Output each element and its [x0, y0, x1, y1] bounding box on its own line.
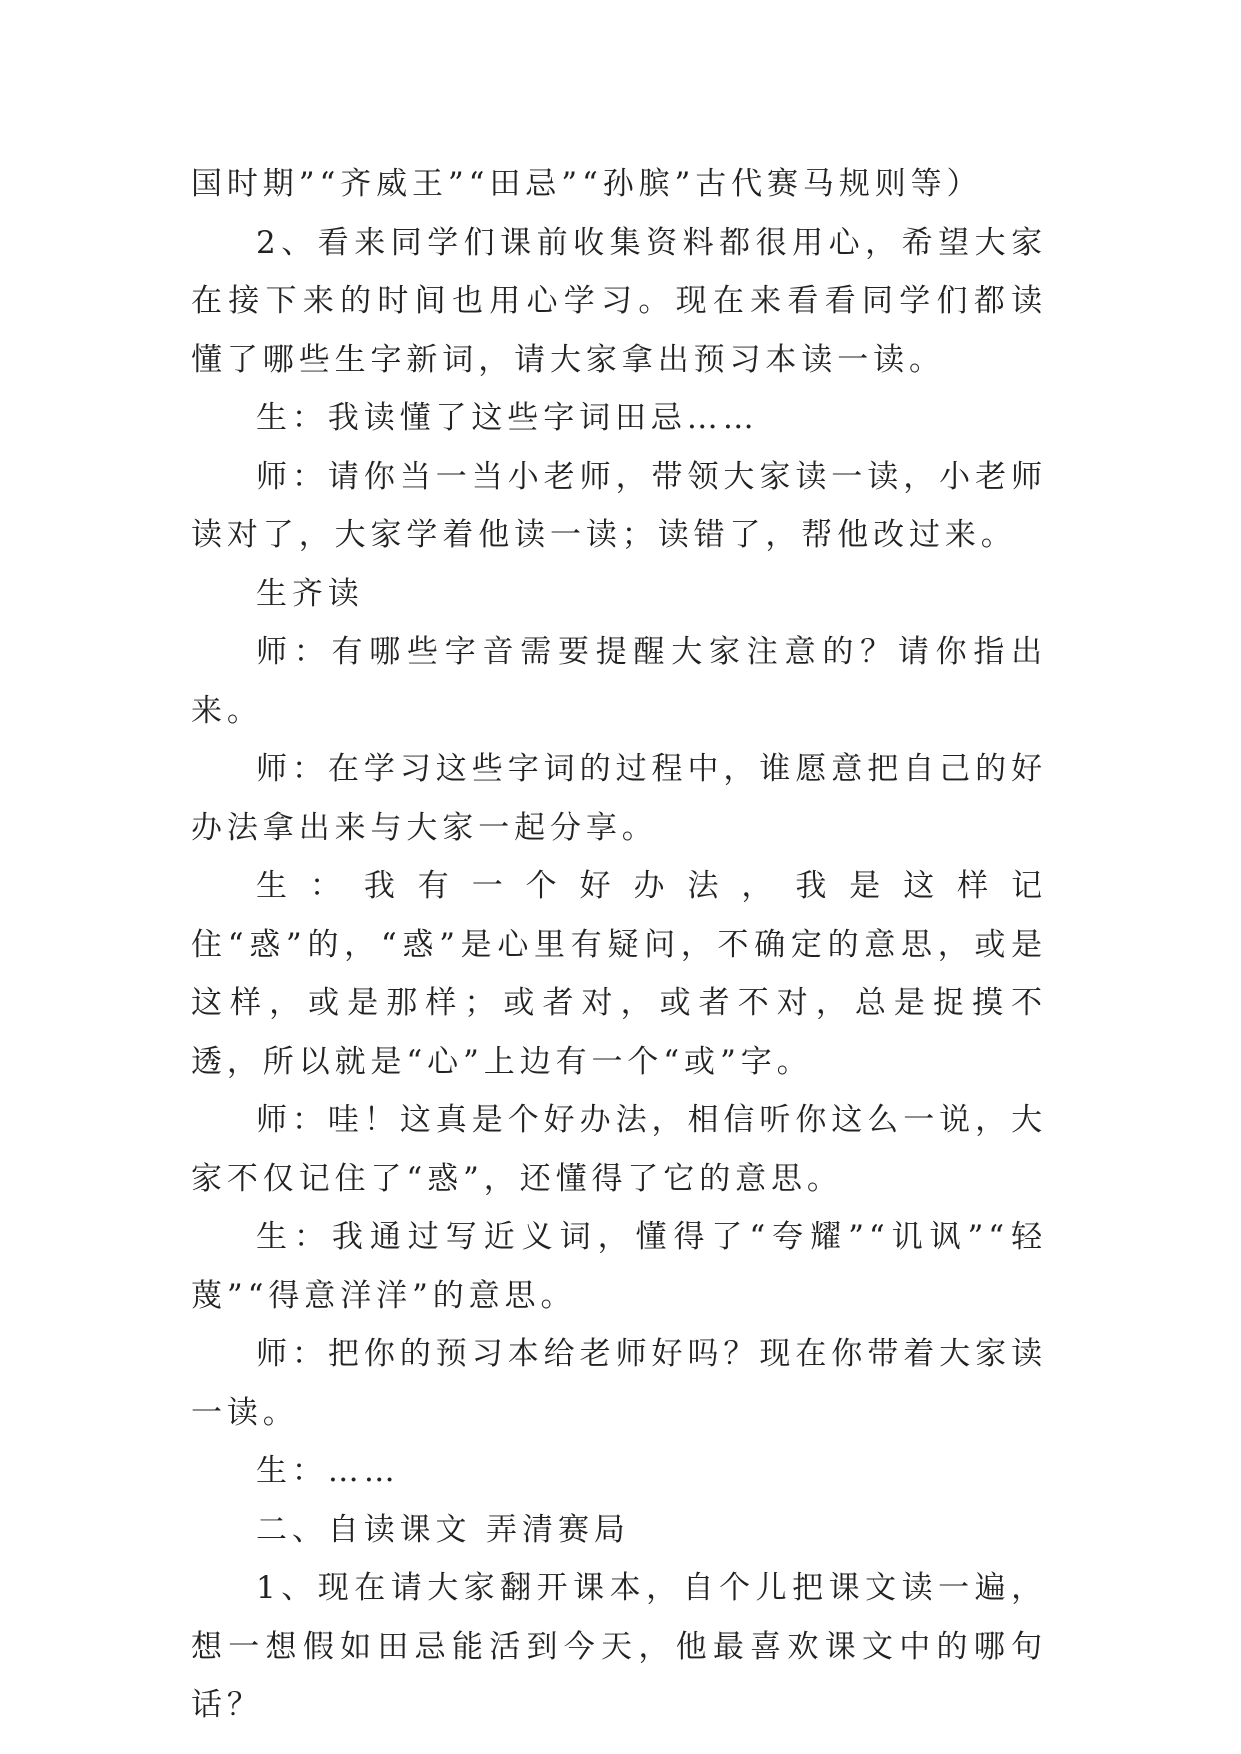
paragraph-11: 师：把你的预习本给老师好吗？现在你带着大家读一读。 — [191, 1336, 1047, 1431]
paragraph-10: 生：我通过写近义词，懂得了“夸耀”“讥讽”“轻蔑”“得意洋洋”的意思。 — [191, 1219, 1047, 1314]
paragraph-4: 师：请你当一当小老师，带领大家读一读，小老师读对了，大家学着他读一读；读错了，帮他改过来。 — [191, 458, 1047, 553]
paragraph-6: 师：有哪些字音需要提醒大家注意的？请你指出来。 — [191, 634, 1047, 729]
paragraph-7: 师：在学习这些字词的过程中，谁愿意把自己的好办法拿出来与大家一起分享。 — [191, 751, 1047, 846]
document-body — [191, 155, 1047, 1735]
paragraph-1: 国时期”“齐威王”“田忌”“孙膑”古代赛马规则等） — [191, 166, 983, 202]
paragraph-14: 1、现在请大家翻开课本，自个儿把课文读一遍，想一想假如田忌能活到今天，他最喜欢课文中的哪句话？ — [191, 1570, 1047, 1723]
paragraph-9: 师：哇！这真是个好办法，相信听你这么一说，大家不仅记住了“惑”，还懂得了它的意思。 — [191, 1102, 1047, 1197]
paragraph-3: 生：我读懂了这些字词田忌…… — [256, 400, 759, 436]
paragraph-5: 生齐读 — [256, 575, 364, 612]
paragraph-2: 2、看来同学们课前收集资料都很用心，希望大家在接下来的时间也用心学习。现在来看看同学们都读懂了哪些生字新词，请大家拿出预习本读一读。 — [191, 224, 1047, 378]
paragraph-12: 生：…… — [256, 1453, 400, 1489]
section-heading: 二、自读课文 弄清赛局 — [256, 1511, 630, 1548]
paragraph-8: 生：我有一个好办法，我是这样记住“惑”的，“惑”是心里有疑问，不确定的意思，或是这样，或是那样；或者对，或者不对，总是捉摸不透，所以就是“心”上边有一个“或”字。 — [191, 868, 1047, 1080]
